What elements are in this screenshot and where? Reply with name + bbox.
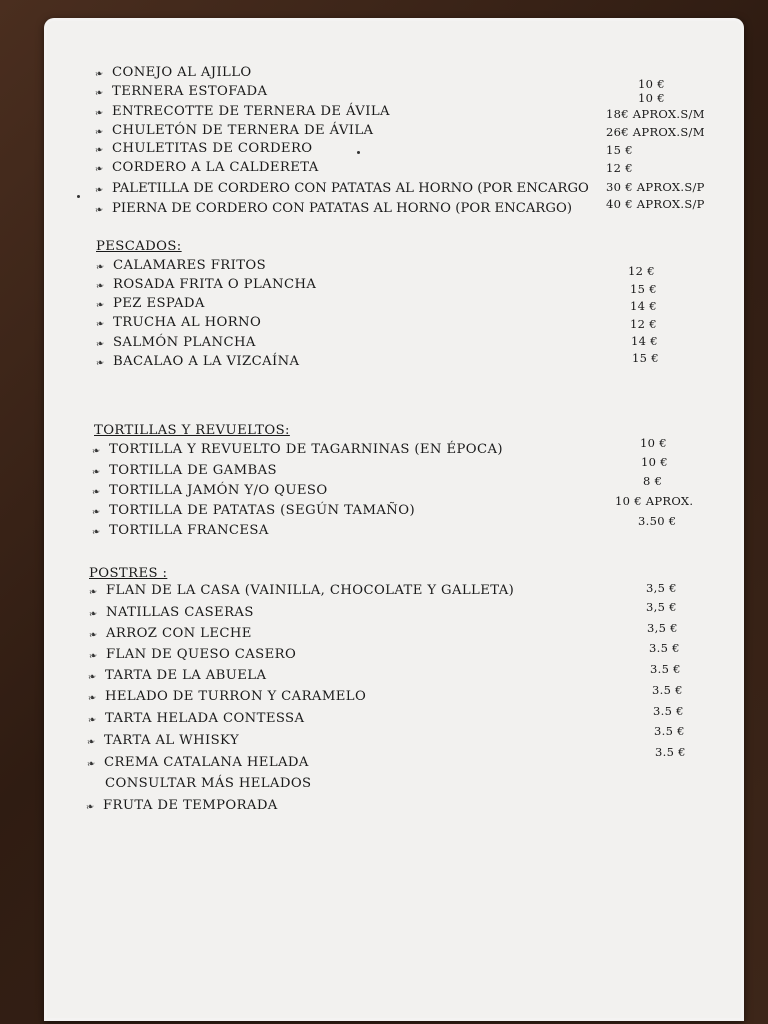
leaf-bullet-icon: ❧ (90, 466, 102, 479)
item-price: 10 € APROX. (615, 494, 694, 508)
menu-item (86, 798, 278, 815)
leaf-bullet-icon: ❧ (94, 280, 106, 293)
item-label: TORTILLA DE GAMBAS (109, 463, 277, 478)
leaf-bullet-icon: ❧ (93, 68, 105, 81)
item-label: TORTILLA JAMÓN Y/O QUESO (109, 483, 328, 498)
item-label: CONEJO AL AJILLO (112, 65, 252, 80)
item-price: 10 € (640, 436, 667, 450)
leaf-bullet-icon: ❧ (87, 650, 99, 663)
item-price: 40 € APROX.S/P (606, 197, 705, 211)
leaf-bullet-icon: ❧ (84, 801, 96, 814)
leaf-bullet-icon: ❧ (87, 608, 99, 621)
leaf-bullet-icon: ❧ (86, 714, 98, 727)
item-label: CALAMARES FRITOS (113, 258, 267, 273)
menu-item (96, 258, 266, 275)
menu-item (92, 463, 277, 480)
leaf-bullet-icon: ❧ (90, 506, 102, 519)
item-price: 3,5 € (646, 600, 677, 614)
item-label: NATILLAS CASERAS (106, 605, 254, 620)
item-price: 3.5 € (655, 745, 686, 759)
leaf-bullet-icon: ❧ (90, 526, 102, 539)
menu-item (88, 711, 304, 728)
menu-item (89, 605, 254, 622)
item-price: 10 € (638, 77, 665, 91)
item-price: 8 € (643, 474, 663, 488)
item-label: CHULETÓN DE TERNERA DE ÁVILA (112, 123, 374, 138)
leaf-bullet-icon: ❧ (93, 126, 105, 139)
item-price: 3,5 € (646, 581, 677, 595)
item-label: FLAN DE LA CASA (VAINILLA, CHOCOLATE Y GALLETA) (106, 583, 515, 598)
leaf-bullet-icon: ❧ (94, 357, 106, 370)
item-label: TORTILLA DE PATATAS (SEGÚN TAMAÑO) (109, 503, 415, 518)
menu-item (92, 523, 269, 540)
menu-item (95, 141, 312, 158)
item-price: 30 € APROX.S/P (606, 180, 705, 194)
menu-item (95, 160, 319, 177)
item-label: BACALAO A LA VIZCAÍNA (113, 354, 300, 369)
menu-item (95, 201, 572, 218)
item-price: 3.5 € (649, 641, 680, 655)
menu-item (88, 668, 266, 685)
item-label: TARTA DE LA ABUELA (105, 668, 267, 683)
item-label: ARROZ CON LECHE (106, 626, 252, 641)
item-price: 10 € (641, 455, 668, 469)
item-label: ENTRECOTTE DE TERNERA DE ÁVILA (112, 104, 390, 119)
item-price: 3.5 € (653, 704, 684, 718)
item-label: SALMÓN PLANCHA (113, 335, 256, 350)
item-label: HELADO DE TURRON Y CARAMELO (105, 689, 367, 704)
leaf-bullet-icon: ❧ (93, 107, 105, 120)
menu-item (92, 483, 328, 500)
item-price: 3.5 € (654, 724, 685, 738)
item-price: 18€ APROX.S/M (606, 107, 705, 121)
menu-item (95, 84, 267, 101)
leaf-bullet-icon: ❧ (94, 299, 106, 312)
leaf-bullet-icon: ❧ (93, 184, 105, 197)
leaf-bullet-icon: ❧ (90, 486, 102, 499)
leaf-bullet-icon: ❧ (94, 338, 106, 351)
item-label: TRUCHA AL HORNO (113, 315, 262, 330)
section-heading-pescados: PESCADOS: (96, 239, 182, 254)
menu-item (87, 755, 309, 772)
leaf-bullet-icon: ❧ (94, 261, 106, 274)
item-price: 14 € (631, 334, 658, 348)
item-price: 3.50 € (638, 514, 677, 528)
section-heading-tortillas: TORTILLAS Y REVUELTOS: (94, 423, 290, 438)
leaf-bullet-icon: ❧ (93, 163, 105, 176)
item-price: 12 € (630, 317, 657, 331)
menu-item (87, 733, 239, 750)
menu-item (95, 181, 589, 198)
item-price: 3.5 € (652, 683, 683, 697)
leaf-bullet-icon: ❧ (86, 692, 98, 705)
item-label: TERNERA ESTOFADA (112, 84, 268, 99)
item-price: 15 € (632, 351, 659, 365)
item-price: 3.5 € (650, 662, 681, 676)
menu-item (92, 442, 503, 459)
item-label: TARTA AL WHISKY (104, 733, 240, 748)
menu-item (92, 503, 415, 520)
menu-item (96, 315, 261, 332)
item-price: 26€ APROX.S/M (606, 125, 705, 139)
leaf-bullet-icon: ❧ (93, 204, 105, 217)
item-label: CORDERO A LA CALDERETA (112, 160, 319, 175)
item-label: TORTILLA FRANCESA (109, 523, 269, 538)
paper-speck (77, 195, 80, 198)
item-price: 15 € (606, 143, 633, 157)
menu-item (96, 354, 299, 371)
leaf-bullet-icon: ❧ (85, 758, 97, 771)
menu-item (95, 123, 373, 140)
leaf-bullet-icon: ❧ (90, 445, 102, 458)
menu-item (89, 647, 296, 664)
menu-note: CONSULTAR MÁS HELADOS (105, 776, 312, 791)
section-heading-postres: POSTRES : (89, 566, 168, 581)
menu-item (96, 296, 205, 313)
menu-item (96, 335, 256, 352)
leaf-bullet-icon: ❧ (93, 144, 105, 157)
item-price: 15 € (630, 282, 657, 296)
leaf-bullet-icon: ❧ (94, 318, 106, 331)
item-label: ROSADA FRITA O PLANCHA (113, 277, 317, 292)
item-label: PEZ ESPADA (113, 296, 205, 311)
menu-item (96, 277, 316, 294)
menu-item (89, 626, 252, 643)
paper-speck (357, 151, 360, 154)
menu-item (95, 104, 390, 121)
leaf-bullet-icon: ❧ (85, 736, 97, 749)
menu-item (95, 65, 252, 82)
leaf-bullet-icon: ❧ (86, 671, 98, 684)
item-price: 14 € (630, 299, 657, 313)
item-label: PIERNA DE CORDERO CON PATATAS AL HORNO (POR ENCARGO) (112, 201, 573, 216)
item-label: FLAN DE QUESO CASERO (106, 647, 297, 662)
item-price: 3,5 € (647, 621, 678, 635)
item-label: CREMA CATALANA HELADA (104, 755, 309, 770)
item-label: PALETILLA DE CORDERO CON PATATAS AL HORNO (POR ENCARGO (112, 181, 589, 196)
item-price: 12 € (606, 161, 633, 175)
leaf-bullet-icon: ❧ (93, 87, 105, 100)
menu-item (89, 583, 514, 600)
menu-item (88, 689, 366, 706)
item-label: CHULETITAS DE CORDERO (112, 141, 313, 156)
item-price: 12 € (628, 264, 655, 278)
item-label: TORTILLA Y REVUELTO DE TAGARNINAS (EN ÉPOCA) (109, 442, 503, 457)
item-label: TARTA HELADA CONTESSA (105, 711, 305, 726)
item-price: 10 € (638, 91, 665, 105)
leaf-bullet-icon: ❧ (87, 629, 99, 642)
leaf-bullet-icon: ❧ (87, 586, 99, 599)
item-label: FRUTA DE TEMPORADA (103, 798, 278, 813)
